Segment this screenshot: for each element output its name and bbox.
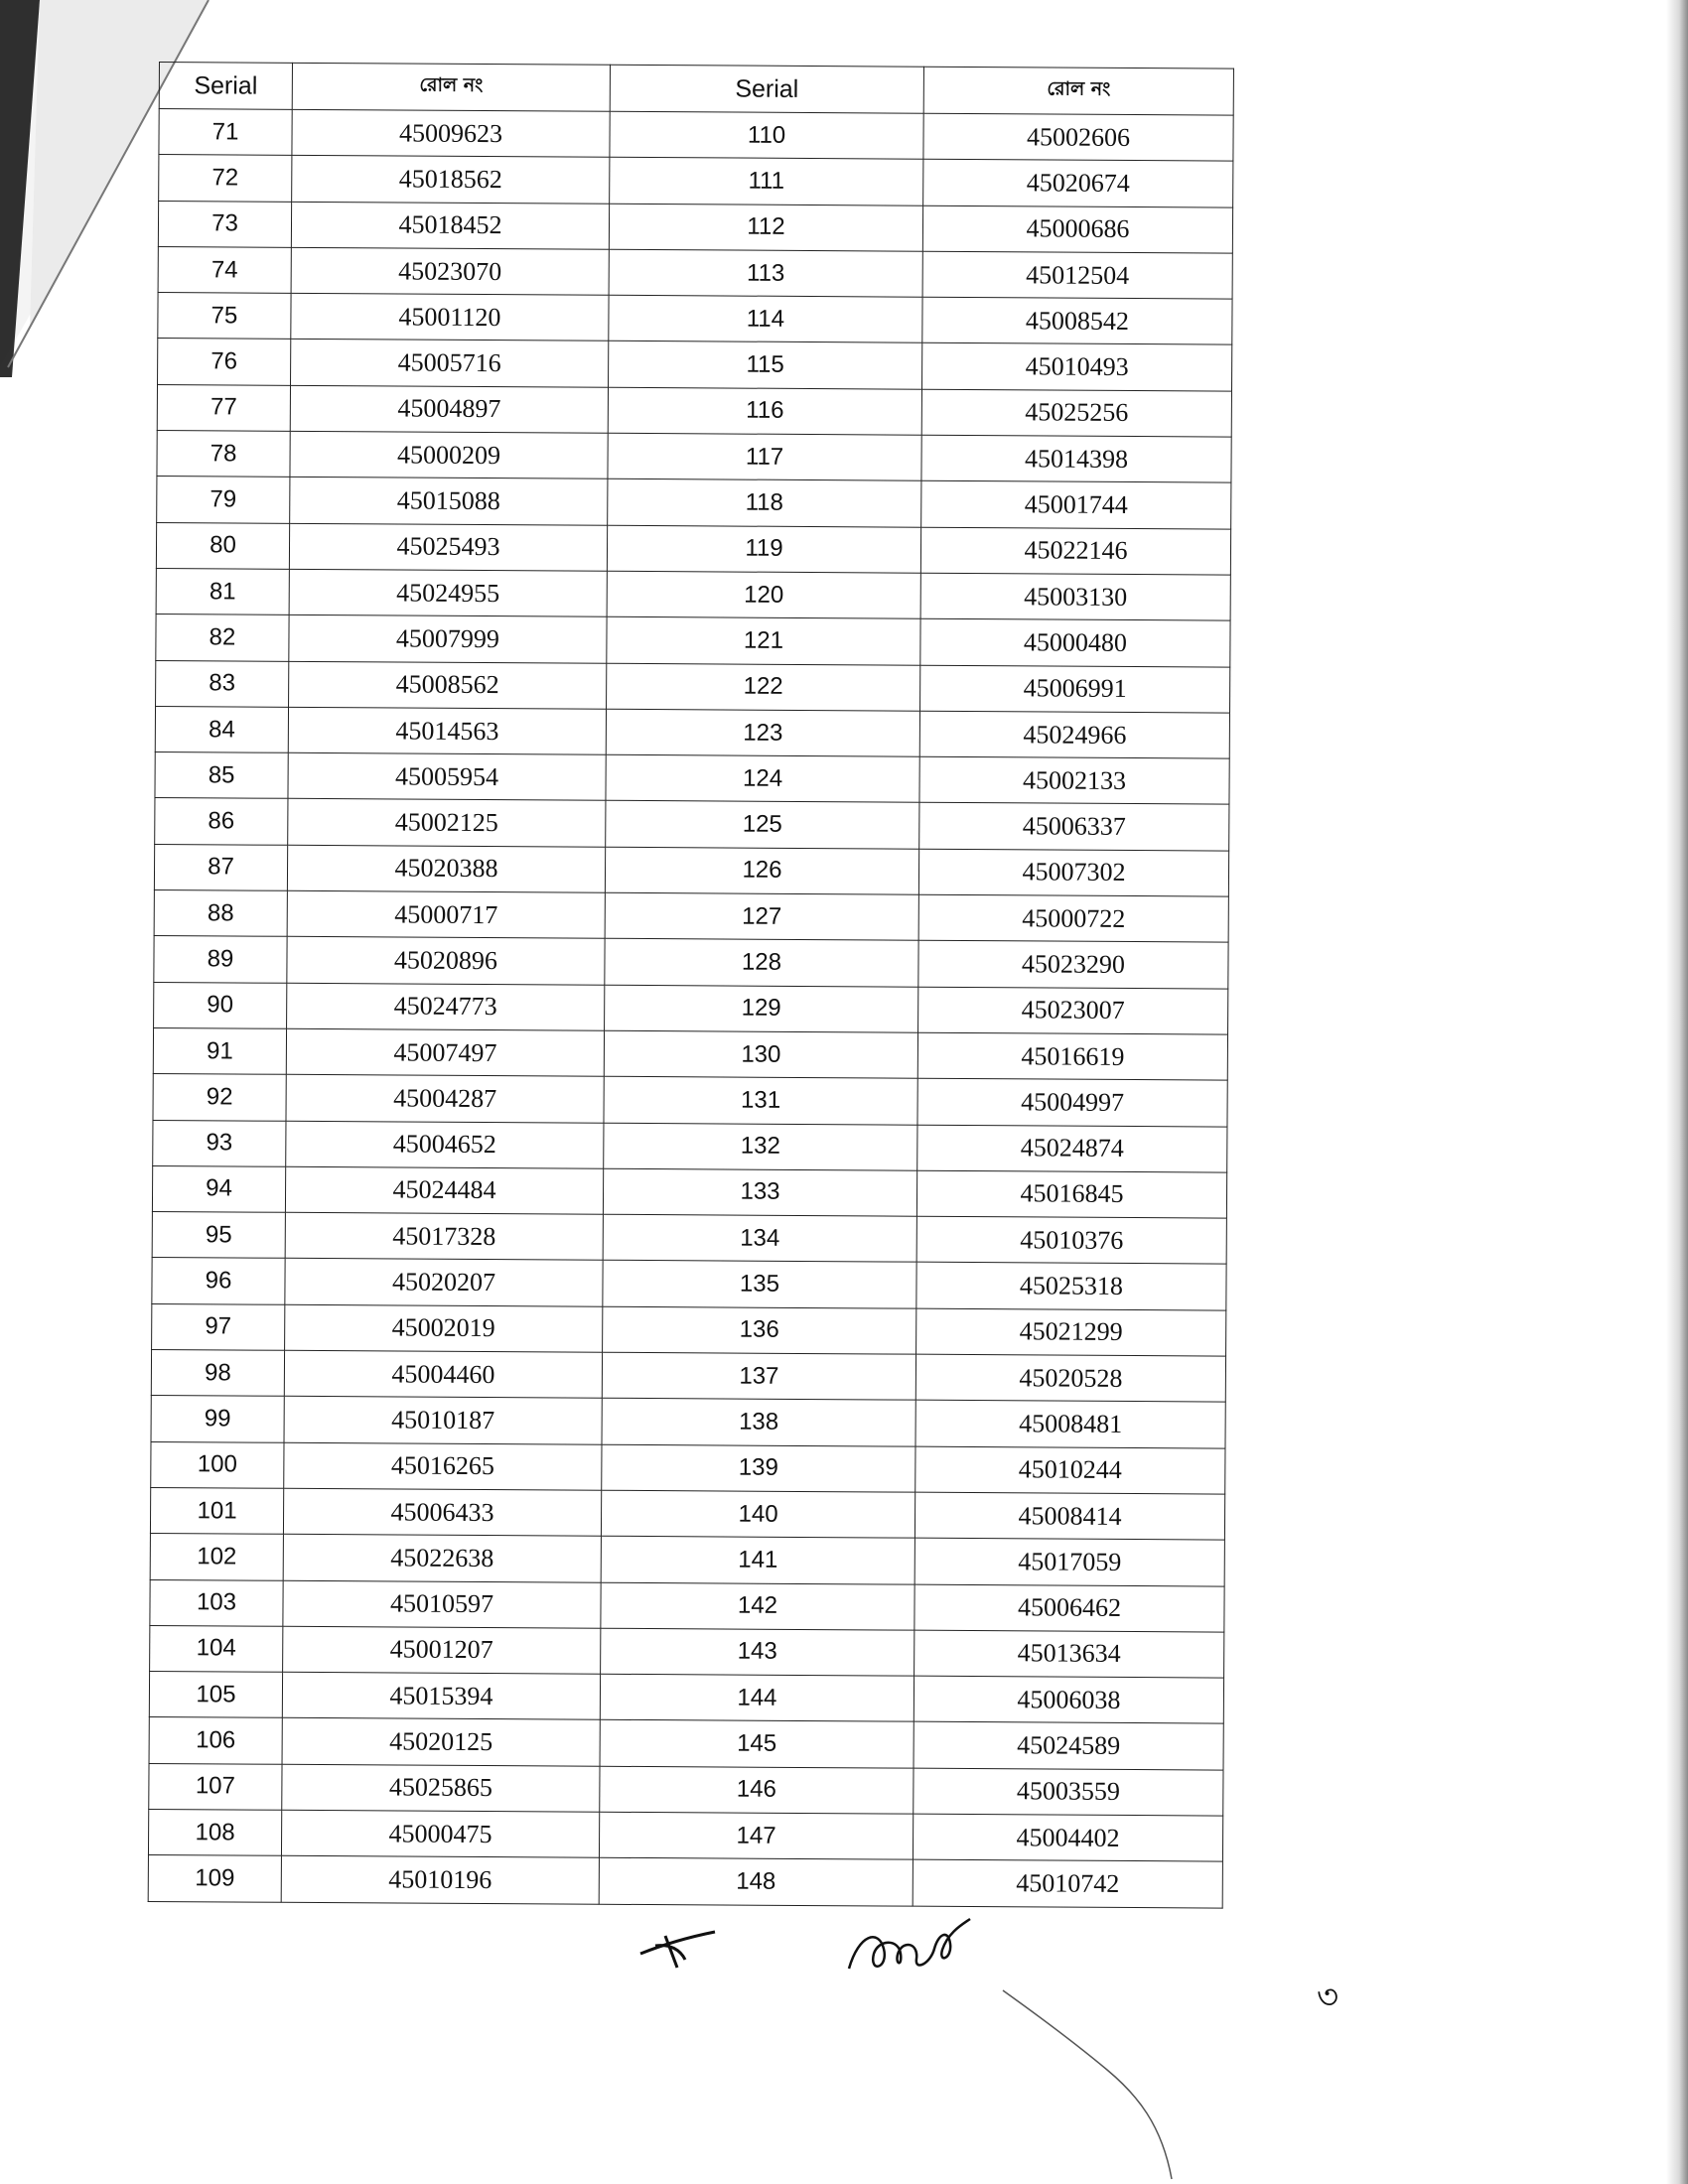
table-row	[158, 201, 1232, 253]
serial-cell-right: 126	[605, 847, 918, 894]
serial-cell-right: 146	[600, 1766, 914, 1814]
roll-cell-right: 45002133	[919, 756, 1229, 804]
roll-cell-left: 45000209	[290, 431, 608, 478]
serial-cell-left: 106	[149, 1717, 282, 1764]
roll-cell-left: 45020896	[287, 937, 605, 985]
roll-cell-left: 45015088	[290, 478, 608, 525]
serial-cell-right: 136	[603, 1306, 916, 1354]
serial-cell-right: 120	[607, 571, 920, 618]
roll-cell-left: 45025865	[282, 1764, 600, 1812]
serial-cell-right: 114	[609, 295, 922, 342]
serial-cell-right: 117	[608, 433, 921, 480]
roll-cell-left: 45025493	[289, 523, 607, 571]
serial-cell-right: 124	[606, 754, 919, 802]
serial-cell-right: 144	[600, 1674, 914, 1721]
serial-cell-left: 91	[153, 1027, 286, 1074]
roll-cell-left: 45006433	[283, 1488, 601, 1536]
table-row	[152, 1258, 1226, 1310]
roll-cell-left: 45002125	[288, 799, 606, 847]
table-row	[155, 706, 1229, 758]
roll-cell-right: 45016845	[916, 1170, 1226, 1218]
roll-cell-left: 45008562	[289, 661, 607, 709]
roll-cell-right: 45010244	[915, 1446, 1225, 1494]
roll-cell-left: 45015394	[282, 1672, 600, 1719]
table-row	[154, 982, 1228, 1034]
roll-cell-right: 45006991	[920, 665, 1230, 713]
serial-cell-left: 95	[152, 1212, 285, 1259]
roll-cell-right: 45013634	[914, 1630, 1224, 1678]
serial-cell-left: 89	[154, 936, 287, 983]
roll-cell-left: 45000475	[281, 1810, 599, 1857]
page-number: ৩	[1317, 1978, 1339, 2017]
roll-cell-right: 45008542	[922, 297, 1232, 344]
serial-cell-right: 128	[605, 939, 918, 987]
serial-cell-right: 130	[604, 1030, 917, 1078]
header-roll-right: রোল নং	[923, 67, 1233, 115]
table-row	[156, 614, 1230, 667]
roll-cell-right: 45023007	[918, 987, 1228, 1034]
serial-cell-right: 147	[599, 1812, 913, 1859]
serial-cell-right: 133	[603, 1168, 916, 1216]
serial-cell-left: 82	[156, 614, 289, 661]
serial-cell-right: 143	[601, 1628, 914, 1676]
table-body	[148, 109, 1233, 1908]
serial-cell-left: 90	[154, 982, 287, 1028]
table-row	[156, 660, 1230, 713]
roll-cell-left: 45016265	[284, 1442, 602, 1490]
table-row	[152, 1165, 1226, 1218]
serial-cell-left: 96	[152, 1258, 285, 1304]
roll-cell-right: 45014398	[921, 435, 1231, 482]
serial-cell-left: 76	[158, 339, 291, 385]
roll-cell-left: 45022638	[283, 1534, 601, 1581]
serial-cell-left: 101	[150, 1487, 283, 1534]
roll-cell-right: 45016619	[917, 1032, 1227, 1080]
roll-cell-right: 45024966	[919, 711, 1229, 758]
roll-cell-right: 45022146	[920, 527, 1230, 575]
roll-cell-right: 45021299	[916, 1308, 1226, 1356]
roll-cell-right: 45004402	[913, 1814, 1222, 1861]
serial-cell-left: 92	[153, 1074, 286, 1121]
roll-cell-right: 45024874	[917, 1125, 1227, 1172]
roll-cell-left: 45004287	[286, 1075, 604, 1123]
table-row	[158, 339, 1232, 391]
table-row	[148, 1809, 1222, 1861]
serial-cell-left: 109	[148, 1855, 281, 1902]
table-row	[149, 1763, 1223, 1816]
roll-cell-right: 45023290	[918, 941, 1228, 989]
table-row	[156, 522, 1230, 575]
roll-cell-right: 45000722	[918, 894, 1228, 942]
scan-edge-shadow	[1666, 0, 1688, 2184]
serial-cell-left: 104	[150, 1625, 283, 1672]
roll-cell-left: 45017328	[285, 1212, 603, 1260]
table-row	[156, 568, 1230, 620]
roll-cell-right: 45024589	[914, 1722, 1223, 1770]
serial-cell-right: 112	[609, 204, 922, 251]
roll-cell-right: 45001744	[921, 481, 1231, 529]
serial-cell-left: 81	[156, 568, 289, 614]
table-row	[150, 1579, 1224, 1632]
roll-cell-left: 45004652	[286, 1121, 604, 1168]
table-row	[155, 798, 1229, 851]
serial-cell-left: 108	[148, 1809, 281, 1855]
roll-cell-left: 45005954	[288, 752, 606, 800]
roll-cell-left: 45001207	[283, 1626, 601, 1674]
roll-cell-left: 45010196	[281, 1856, 599, 1904]
serial-cell-left: 71	[159, 109, 292, 156]
table-row	[153, 1120, 1227, 1172]
header-serial-left: Serial	[159, 63, 292, 110]
roll-cell-left: 45005716	[291, 340, 609, 387]
roll-cell-right: 45006462	[914, 1584, 1224, 1632]
serial-cell-right: 148	[599, 1858, 913, 1906]
roll-cell-right: 45008414	[914, 1492, 1224, 1540]
roll-cell-right: 45000480	[920, 618, 1230, 666]
serial-cell-left: 74	[158, 246, 291, 293]
table-row	[150, 1534, 1224, 1586]
table-header-row	[159, 63, 1233, 116]
serial-cell-left: 98	[151, 1349, 284, 1396]
table-row	[151, 1396, 1225, 1448]
serial-cell-right: 127	[605, 892, 918, 940]
roll-cell-right: 45010376	[916, 1216, 1226, 1264]
serial-cell-left: 75	[158, 293, 291, 340]
roll-cell-right: 45000686	[922, 205, 1232, 253]
serial-cell-right: 141	[601, 1536, 914, 1583]
serial-cell-right: 131	[604, 1076, 917, 1124]
serial-cell-left: 86	[155, 798, 288, 845]
serial-cell-right: 118	[608, 479, 921, 527]
signature-mark-2	[839, 1914, 978, 1983]
table-row	[150, 1625, 1224, 1678]
serial-cell-left: 88	[154, 890, 287, 937]
scan-artifact-line	[998, 1985, 1196, 2184]
serial-cell-left: 105	[149, 1672, 282, 1718]
roll-number-table	[148, 62, 1234, 1908]
serial-cell-right: 121	[607, 617, 920, 665]
roll-cell-right: 45010493	[921, 343, 1231, 391]
serial-cell-left: 87	[154, 844, 287, 890]
serial-cell-right: 116	[608, 387, 921, 435]
serial-cell-left: 93	[153, 1120, 286, 1166]
roll-cell-left: 45010187	[284, 1397, 602, 1444]
table-row	[154, 844, 1228, 896]
serial-cell-right: 134	[603, 1214, 916, 1262]
serial-cell-right: 123	[606, 709, 919, 756]
roll-cell-right: 45004997	[917, 1078, 1227, 1126]
serial-cell-right: 132	[604, 1123, 917, 1170]
roll-cell-left: 45007999	[289, 615, 607, 663]
roll-cell-left: 45007497	[286, 1028, 604, 1076]
roll-cell-left: 45004897	[290, 385, 608, 433]
table-row	[149, 1717, 1223, 1770]
table-row	[149, 1672, 1223, 1724]
table-row	[151, 1349, 1225, 1402]
table-row	[157, 384, 1231, 437]
table-row	[159, 155, 1233, 207]
table-row	[152, 1303, 1226, 1356]
serial-cell-right: 113	[609, 249, 922, 297]
roll-cell-left: 45024773	[287, 983, 605, 1030]
roll-cell-left: 45010597	[283, 1580, 601, 1628]
serial-cell-left: 78	[157, 431, 290, 478]
roll-cell-right: 45012504	[922, 251, 1232, 299]
roll-cell-right: 45010742	[913, 1859, 1222, 1907]
table-row	[154, 936, 1228, 989]
roll-cell-left: 45018452	[291, 202, 609, 249]
table-row	[153, 1074, 1227, 1127]
header-serial-right: Serial	[610, 65, 923, 113]
roll-cell-left: 45024484	[285, 1166, 603, 1214]
roll-cell-right: 45006337	[919, 803, 1229, 851]
serial-cell-left: 97	[152, 1303, 285, 1350]
serial-cell-left: 77	[157, 384, 290, 431]
serial-cell-left: 85	[155, 752, 288, 799]
serial-cell-right: 138	[602, 1399, 915, 1446]
table-row	[159, 109, 1233, 162]
roll-cell-left: 45024955	[289, 569, 607, 616]
roll-cell-left: 45014563	[288, 707, 606, 754]
serial-cell-right: 142	[601, 1582, 914, 1630]
roll-cell-left: 45002019	[285, 1304, 603, 1352]
serial-cell-right: 125	[606, 801, 919, 849]
serial-cell-left: 107	[149, 1763, 282, 1810]
roll-cell-left: 45018562	[292, 156, 610, 204]
serial-cell-right: 115	[609, 341, 922, 389]
serial-cell-right: 111	[610, 158, 923, 205]
roll-cell-left: 45001120	[291, 294, 609, 341]
roll-cell-right: 45007302	[918, 849, 1228, 896]
roll-cell-right: 45003559	[914, 1768, 1223, 1816]
serial-cell-left: 100	[151, 1441, 284, 1488]
table-row	[155, 752, 1229, 805]
table-row	[148, 1855, 1222, 1908]
serial-cell-right: 145	[600, 1720, 914, 1768]
table-row	[157, 431, 1231, 483]
serial-cell-left: 79	[157, 477, 290, 523]
roll-cell-right: 45006038	[914, 1676, 1223, 1723]
roll-cell-right: 45003130	[920, 573, 1230, 620]
serial-cell-left: 94	[152, 1165, 285, 1212]
table-row	[157, 477, 1231, 529]
roll-cell-right: 45020674	[923, 160, 1233, 207]
roll-cell-left: 45020125	[282, 1718, 600, 1766]
serial-cell-right: 137	[602, 1352, 915, 1400]
table-row	[152, 1212, 1226, 1265]
serial-cell-left: 83	[156, 660, 289, 707]
roll-cell-left: 45000717	[287, 890, 605, 938]
serial-cell-right: 135	[603, 1261, 916, 1308]
roll-cell-left: 45004460	[284, 1350, 602, 1398]
roll-cell-right: 45017059	[914, 1538, 1224, 1585]
table-row	[158, 293, 1232, 345]
roll-cell-right: 45025256	[921, 389, 1231, 437]
table-row	[154, 890, 1228, 943]
serial-cell-left: 99	[151, 1396, 284, 1442]
serial-cell-left: 103	[150, 1579, 283, 1626]
serial-cell-right: 110	[610, 111, 923, 159]
roll-cell-right: 45008481	[915, 1400, 1225, 1447]
serial-cell-left: 80	[156, 522, 289, 569]
serial-cell-right: 129	[605, 985, 918, 1032]
serial-cell-left: 102	[150, 1534, 283, 1580]
header-roll-left: রোল নং	[292, 63, 610, 111]
roll-cell-right: 45025318	[916, 1263, 1226, 1310]
serial-cell-right: 122	[607, 663, 920, 711]
serial-cell-left: 73	[158, 201, 291, 247]
serial-cell-left: 72	[159, 155, 292, 202]
table-row	[150, 1487, 1224, 1540]
roll-cell-left: 45020388	[287, 845, 605, 892]
signature-mark-1	[626, 1916, 735, 1976]
roll-cell-right: 45002606	[923, 113, 1233, 161]
roll-cell-left: 45023070	[291, 247, 609, 295]
roll-cell-left: 45020207	[285, 1259, 603, 1306]
roll-cell-right: 45020528	[915, 1354, 1225, 1402]
serial-cell-right: 119	[607, 525, 920, 573]
roll-cell-left: 45009623	[292, 109, 610, 157]
serial-cell-right: 139	[602, 1444, 915, 1492]
serial-cell-left: 84	[155, 706, 288, 752]
table-row	[153, 1027, 1227, 1080]
table-row	[151, 1441, 1225, 1494]
table-row	[158, 246, 1232, 299]
serial-cell-right: 140	[601, 1490, 914, 1538]
